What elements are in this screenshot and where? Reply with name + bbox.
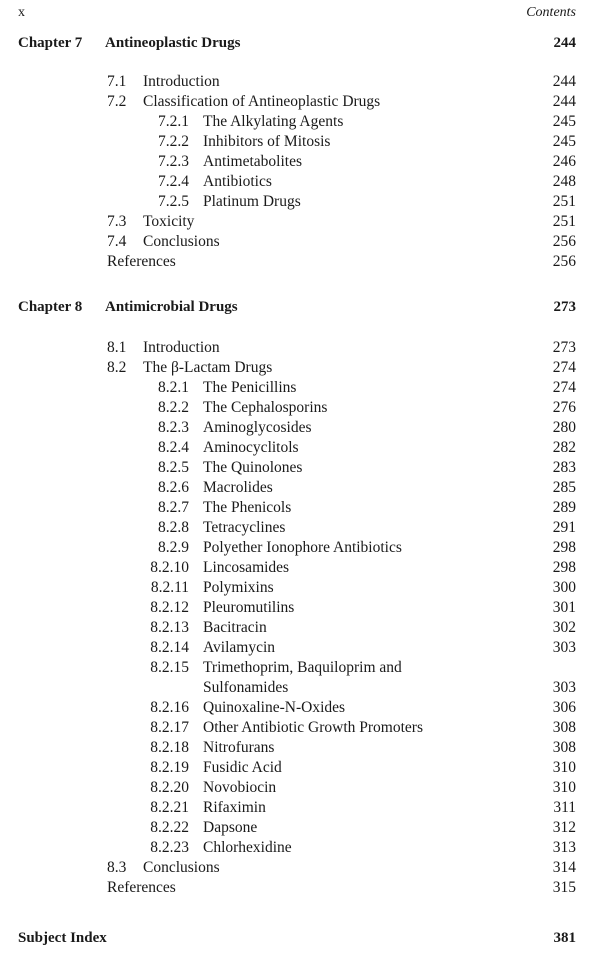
subsection-number: 8.2.14 [150, 639, 189, 656]
subsection-title: Chlorhexidine [203, 839, 292, 856]
subsection-title: Tetracyclines [203, 519, 286, 536]
section-number: 7.1 [107, 73, 127, 90]
subsection-title: Polymixins [203, 579, 274, 596]
section-page: 251 [552, 213, 576, 230]
subsection-title: Novobiocin [203, 779, 277, 796]
section-page: 244 [552, 73, 576, 90]
section-title: Introduction [143, 339, 220, 356]
subsection-number: 8.2.5 [158, 459, 189, 476]
subsection-number: 8.2.16 [150, 699, 189, 716]
subsection-title: Polyether Ionophore Antibiotics [203, 539, 402, 556]
subsection-title: Quinoxaline-N-Oxides [203, 699, 346, 716]
subsection-title: Aminoglycosides [203, 419, 312, 436]
subsection-title: Fusidic Acid [203, 759, 282, 776]
subsection-page: 298 [552, 559, 576, 576]
subsection-title: Dapsone [203, 819, 258, 836]
subsection-number: 8.2.10 [150, 559, 189, 576]
subsection-page: 306 [552, 699, 576, 716]
subsection-title: Other Antibiotic Growth Promoters [203, 719, 423, 736]
subsection-page: 246 [552, 153, 576, 170]
subsection-page: 289 [552, 499, 576, 516]
chapter-page: 273 [553, 299, 576, 315]
subsection-title: Platinum Drugs [203, 193, 301, 210]
chapter-page: 244 [553, 35, 576, 51]
subsection-page: 251 [552, 193, 576, 210]
subsection-number: 8.2.22 [150, 819, 189, 836]
subsection-page: 310 [552, 759, 576, 776]
subsection-number: 8.2.2 [158, 399, 189, 416]
subsection-number: 7.2.5 [158, 193, 189, 210]
subsection-title: Nitrofurans [203, 739, 275, 756]
subsection-page: 303 [552, 679, 576, 696]
section-title: Classification of Antineoplastic Drugs [143, 93, 381, 110]
subsection-number: 8.2.19 [150, 759, 189, 776]
subsection-number: 7.2.3 [158, 153, 189, 170]
chapter-label: Chapter 8 [18, 299, 83, 315]
subsection-title: The Phenicols [203, 499, 292, 516]
subsection-page: 303 [552, 639, 576, 656]
section-page: 256 [552, 233, 576, 250]
subsection-page: 248 [552, 173, 576, 190]
section-number: 8.3 [107, 859, 127, 876]
subsection-page: 283 [552, 459, 576, 476]
subsection-title: Inhibitors of Mitosis [203, 133, 331, 150]
subsection-number: 7.2.1 [158, 113, 189, 130]
section-number: 8.1 [107, 339, 127, 356]
subsection-page: 310 [552, 779, 576, 796]
subsection-page: 313 [552, 839, 576, 856]
section-title: Conclusions [143, 233, 220, 250]
section-title: The β-Lactam Drugs [143, 359, 273, 376]
section-page: 314 [552, 859, 576, 876]
subsection-title: Aminocyclitols [203, 439, 299, 456]
section-page: 273 [552, 339, 576, 356]
chapter-title: Antimicrobial Drugs [105, 299, 238, 315]
subsection-number: 8.2.3 [158, 419, 189, 436]
section-number: 7.3 [107, 213, 127, 230]
subsection-number: 8.2.9 [158, 539, 189, 556]
subsection-page: 245 [552, 133, 576, 150]
subsection-number: 8.2.17 [150, 719, 189, 736]
subsection-title: The Penicillins [203, 379, 297, 396]
subsection-number: 8.2.8 [158, 519, 189, 536]
subsection-title: Antimetabolites [203, 153, 303, 170]
subsection-page: 282 [552, 439, 576, 456]
subsection-title: The Alkylating Agents [203, 113, 344, 130]
subsection-number: 8.2.6 [158, 479, 189, 496]
subsection-title: Bacitracin [203, 619, 267, 636]
subsection-title: Lincosamides [203, 559, 290, 576]
subsection-page: 300 [552, 579, 576, 596]
subsection-page: 308 [552, 739, 576, 756]
subsection-title: Trimethoprim, Baquiloprim and [203, 659, 402, 676]
section-title: Conclusions [143, 859, 220, 876]
subsection-number: 8.2.7 [158, 499, 189, 516]
subsection-page: 298 [552, 539, 576, 556]
subsection-page: 312 [552, 819, 576, 836]
subsection-page: 285 [552, 479, 576, 496]
subsection-number: 8.2.1 [158, 379, 189, 396]
section-page: 274 [552, 359, 576, 376]
subsection-page: 245 [552, 113, 576, 130]
subsection-number: 8.2.18 [150, 739, 189, 756]
subsection-title: The Cephalosporins [203, 399, 328, 416]
references-title: References [107, 879, 176, 896]
subsection-number: 8.2.23 [150, 839, 189, 856]
subsection-number: 8.2.20 [150, 779, 189, 796]
subsection-title: Antibiotics [203, 173, 272, 190]
section-page: 244 [552, 93, 576, 110]
subsection-title: Avilamycin [203, 639, 276, 656]
section-number: 7.2 [107, 93, 127, 110]
subsection-title: The Quinolones [203, 459, 303, 476]
section-number: 7.4 [107, 233, 127, 250]
section-number: 8.2 [107, 359, 127, 376]
subsection-title: Macrolides [203, 479, 273, 496]
subsection-page: 274 [552, 379, 576, 396]
subsection-number: 8.2.21 [150, 799, 189, 816]
subsection-number: 8.2.11 [150, 579, 189, 596]
subsection-number: 8.2.4 [158, 439, 189, 456]
subsection-page: 311 [553, 799, 576, 816]
subsection-page: 301 [552, 599, 576, 616]
subsection-number: 8.2.12 [150, 599, 189, 616]
subsection-number: 7.2.2 [158, 133, 189, 150]
references-title: References [107, 253, 176, 270]
chapter-title: Antineoplastic Drugs [105, 35, 241, 51]
chapter-label: Chapter 7 [18, 35, 83, 51]
section-title: Introduction [143, 73, 220, 90]
subsection-page: 308 [552, 719, 576, 736]
section-title: Toxicity [143, 213, 195, 230]
subsection-title-continued: Sulfonamides [203, 679, 289, 696]
subsection-page: 291 [552, 519, 576, 536]
page-number: x [18, 5, 25, 20]
subsection-page: 302 [552, 619, 576, 636]
subsection-number: 8.2.15 [150, 659, 189, 676]
running-head: Contents [526, 5, 576, 20]
subsection-title: Rifaximin [203, 799, 266, 816]
subsection-number: 7.2.4 [158, 173, 189, 190]
references-page: 256 [552, 253, 576, 270]
subsection-number: 8.2.13 [150, 619, 189, 636]
subject-index-page: 381 [553, 930, 576, 946]
subsection-title: Pleuromutilins [203, 599, 295, 616]
subject-index-title: Subject Index [18, 930, 107, 946]
references-page: 315 [552, 879, 576, 896]
subsection-page: 276 [552, 399, 576, 416]
subsection-page: 280 [552, 419, 576, 436]
